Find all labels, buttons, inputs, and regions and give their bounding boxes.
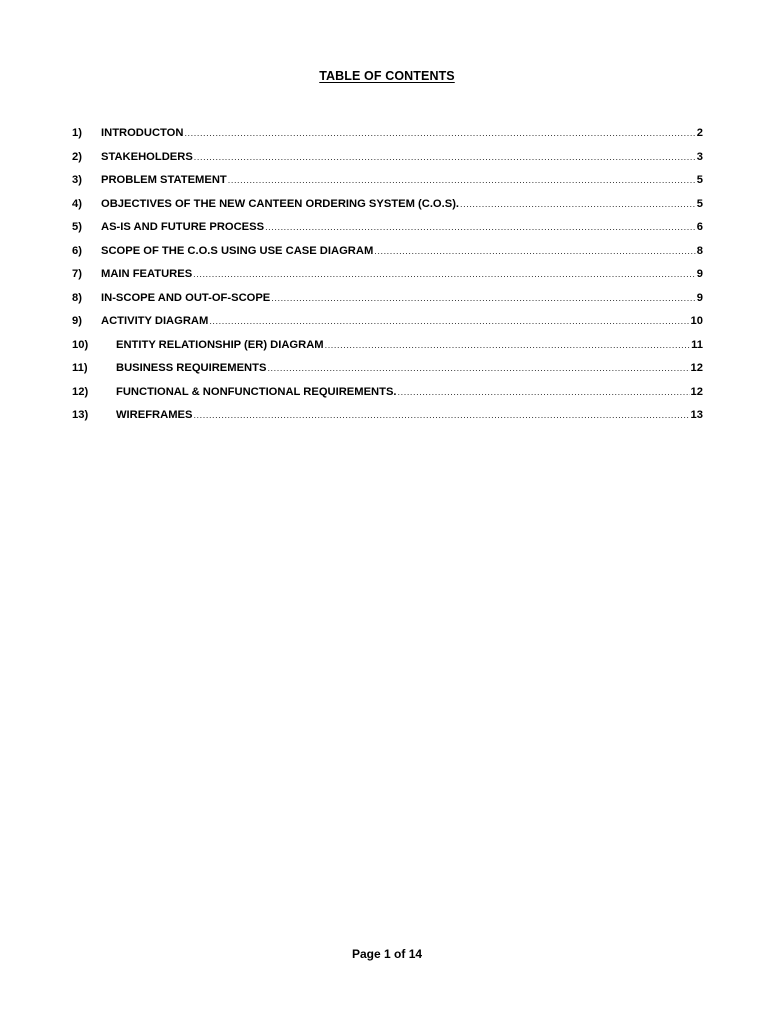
toc-entry-page: 11 bbox=[691, 338, 703, 351]
toc-entry-page: 2 bbox=[696, 127, 703, 139]
toc-entry-label: STAKEHOLDERS bbox=[101, 150, 193, 163]
toc-entry-number: 13) bbox=[72, 409, 89, 421]
dot-leader bbox=[228, 175, 696, 185]
toc-entry-8[interactable] bbox=[72, 292, 703, 316]
dot-leader bbox=[193, 269, 696, 279]
dot-leader bbox=[265, 222, 696, 232]
toc-entry-label: INTRODUCTON bbox=[101, 127, 184, 139]
footer-separator: of bbox=[394, 947, 406, 961]
toc-entry-number: 6) bbox=[72, 244, 82, 257]
toc-entry-number: 5) bbox=[72, 221, 82, 233]
dot-leader bbox=[374, 246, 696, 256]
toc-entry-page: 5 bbox=[696, 197, 703, 210]
toc-entry-label: PROBLEM STATEMENT bbox=[101, 174, 227, 186]
toc-entry-label: FUNCTIONAL & NONFUNCTIONAL REQUIREMENTS. bbox=[116, 385, 397, 398]
toc-entry-10[interactable] bbox=[72, 339, 703, 363]
footer-prefix: Page bbox=[351, 947, 381, 961]
toc-entry-9[interactable] bbox=[72, 315, 703, 339]
toc-entry-page: 8 bbox=[696, 244, 703, 257]
toc-entry-4[interactable] bbox=[72, 198, 703, 222]
toc-heading bbox=[0, 69, 768, 83]
footer-current-page: 1 bbox=[383, 947, 391, 961]
toc-entry-7[interactable] bbox=[72, 268, 703, 292]
toc-entry-number: 8) bbox=[72, 291, 82, 304]
toc-entry-1[interactable] bbox=[72, 127, 703, 151]
toc-entry-label: ACTIVITY DIAGRAM bbox=[101, 315, 209, 327]
toc-list bbox=[72, 127, 703, 433]
toc-entry-page: 12 bbox=[690, 362, 703, 374]
toc-entry-label: AS-IS AND FUTURE PROCESS bbox=[101, 221, 265, 233]
toc-entry-page: 9 bbox=[696, 291, 703, 304]
toc-entry-page: 6 bbox=[696, 221, 703, 233]
dot-leader bbox=[398, 387, 690, 397]
toc-entry-12[interactable] bbox=[72, 386, 703, 410]
dot-leader bbox=[209, 316, 689, 326]
toc-entry-11[interactable] bbox=[72, 362, 703, 386]
toc-entry-label: ENTITY RELATIONSHIP (ER) DIAGRAM bbox=[116, 338, 324, 351]
dot-leader bbox=[460, 199, 696, 209]
toc-entry-number: 10) bbox=[72, 338, 89, 351]
toc-entry-label: OBJECTIVES OF THE NEW CANTEEN ORDERING SYSTEM (C.O.S). bbox=[101, 197, 460, 210]
toc-entry-page: 3 bbox=[696, 150, 703, 163]
toc-entry-number: 11) bbox=[72, 362, 88, 374]
toc-entry-label: SCOPE OF THE C.O.S USING USE CASE DIAGRAM bbox=[101, 244, 374, 257]
toc-entry-label: MAIN FEATURES bbox=[101, 268, 193, 280]
toc-entry-number: 7) bbox=[72, 268, 82, 280]
dot-leader bbox=[267, 363, 689, 373]
toc-entry-page: 10 bbox=[690, 315, 703, 327]
footer-total-pages: 14 bbox=[408, 947, 423, 961]
dot-leader bbox=[193, 410, 689, 420]
toc-entry-2[interactable] bbox=[72, 151, 703, 175]
toc-entry-number: 2) bbox=[72, 150, 82, 163]
toc-entry-number: 4) bbox=[72, 197, 82, 210]
toc-entry-page: 13 bbox=[690, 409, 703, 421]
toc-entry-number: 12) bbox=[72, 385, 89, 398]
dot-leader bbox=[184, 128, 695, 138]
toc-entry-label: WIREFRAMES bbox=[116, 409, 193, 421]
dot-leader bbox=[271, 293, 695, 303]
dot-leader bbox=[325, 340, 691, 350]
toc-heading-text: TABLE OF CONTENTS bbox=[319, 69, 455, 83]
toc-entry-number: 1) bbox=[72, 127, 82, 139]
toc-entry-3[interactable] bbox=[72, 174, 703, 198]
page-footer bbox=[0, 947, 768, 961]
toc-entry-number: 3) bbox=[72, 174, 82, 186]
toc-entry-page: 9 bbox=[696, 268, 703, 280]
toc-entry-13[interactable] bbox=[72, 409, 703, 433]
toc-entry-label: IN-SCOPE AND OUT-OF-SCOPE bbox=[101, 291, 271, 304]
toc-entry-6[interactable] bbox=[72, 245, 703, 269]
toc-entry-5[interactable] bbox=[72, 221, 703, 245]
toc-entry-label: BUSINESS REQUIREMENTS bbox=[116, 362, 267, 374]
toc-entry-page: 5 bbox=[696, 174, 703, 186]
toc-entry-number: 9) bbox=[72, 315, 82, 327]
dot-leader bbox=[194, 152, 696, 162]
toc-entry-page: 12 bbox=[690, 385, 703, 398]
